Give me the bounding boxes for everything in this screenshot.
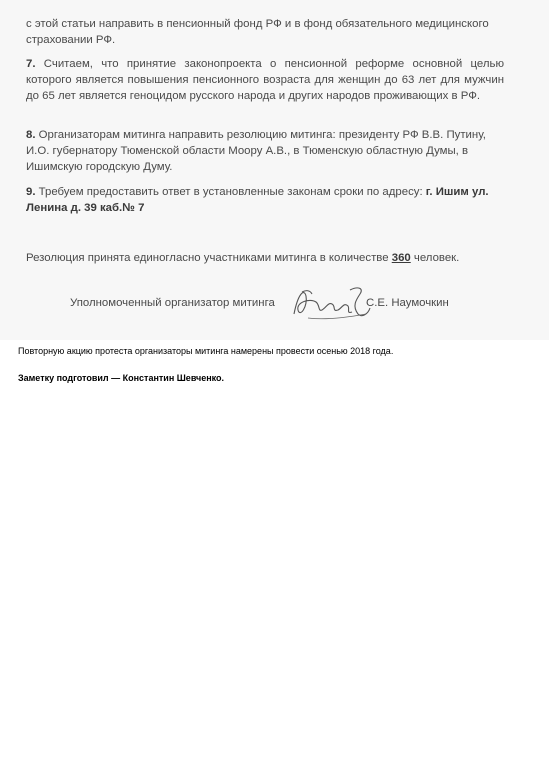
item-number-8: 8. (26, 129, 36, 141)
item-8-text: Организаторам митинга направить резолюцию митинга: президенту РФ В.В. Путину, И.О. губернатору Тюменской области Моору А.В., в Тюменскую областную Думы, в Ишимскую городскую Думу. (26, 129, 486, 173)
author-note: Заметку подготовил — Константин Шевченко. (18, 373, 225, 383)
item-number-7: 7. (26, 58, 36, 70)
resolution-item-7 (26, 56, 504, 104)
signature-row (70, 292, 510, 322)
adopted-text-after: человек. (410, 252, 460, 264)
repeat-protest-note: Повторную акцию протеста организаторы митинга намерены провести осенью 2018 года. (18, 346, 394, 356)
handwritten-signature (288, 284, 378, 324)
resolution-item-9 (26, 184, 504, 216)
item-number-9: 9. (26, 186, 36, 198)
resolution-adopted-line (26, 250, 504, 266)
participant-count: 360 (391, 252, 411, 264)
signatory-name: С.Е. Наумочкин (366, 297, 449, 309)
item-7-text: Считаем, что принятие законопроекта о пенсионной реформе основной целью которого является повышения пенсионного возраста для женщин до 63 лет для мужчин до 65 лет является геноцидом русского народа и других народов проживающих в РФ. (26, 58, 504, 102)
signature-label: Уполномоченный организатор митинга (70, 297, 275, 309)
resolution-paragraph-continued: с этой статьи направить в пенсионный фонд РФ и в фонд обязательного медицинского страховании РФ. (26, 18, 489, 46)
scanned-resolution-image (0, 0, 549, 340)
resolution-item-8 (26, 127, 504, 175)
adopted-text-before: Резолюция принята единогласно участниками митинга в количестве (26, 252, 392, 264)
item-9-text: Требуем предоставить ответ в установленные законам сроки по адресу: (35, 186, 426, 198)
item-9-address: г. Ишим ул. Ленина д. 39 каб.№ 7 (26, 186, 489, 214)
